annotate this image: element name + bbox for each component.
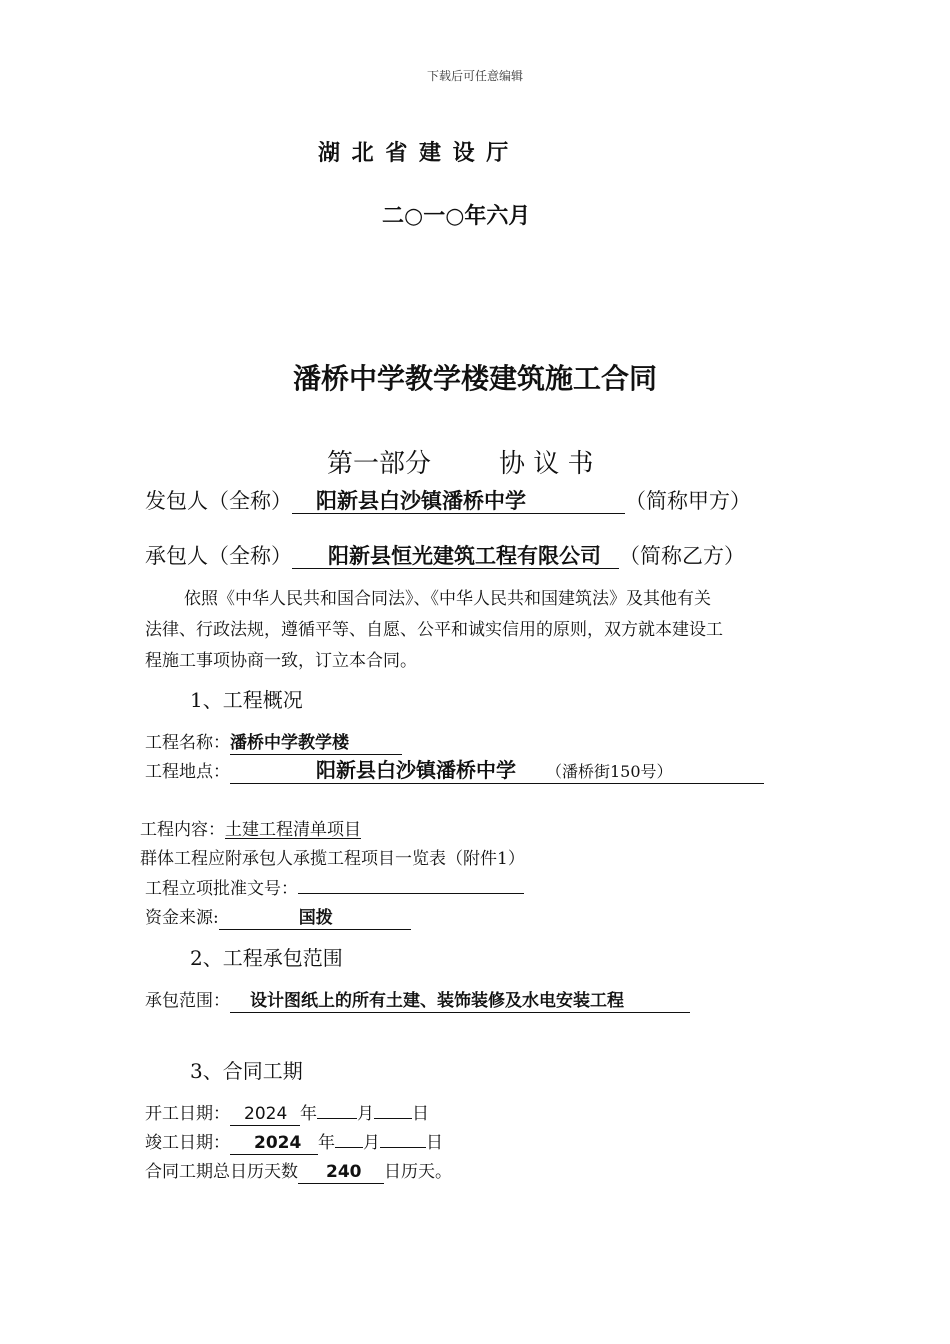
- section2-heading: 2、工程承包范围: [190, 946, 343, 970]
- scope-label: 承包范围：: [145, 991, 230, 1011]
- issuer-name: 湖 北 省 建 设 厅: [318, 140, 511, 166]
- fund-value: 国拨: [219, 909, 411, 930]
- contract-title: 潘桥中学教学楼建筑施工合同: [292, 362, 657, 395]
- finish-month-blank: [335, 1130, 363, 1148]
- header-note: 下载后可任意编辑: [426, 69, 523, 83]
- employer-abbr: （简称甲方）: [625, 489, 751, 513]
- total-days-value: 240: [298, 1163, 384, 1184]
- issue-date: 二○一○年六月: [382, 203, 531, 229]
- total-days-unit: 日历天。: [384, 1162, 452, 1182]
- contractor-row: [145, 540, 745, 570]
- project-name-row: [145, 728, 402, 755]
- project-name-label: 工程名称：: [145, 733, 230, 753]
- project-content-label: 工程内容：: [140, 820, 225, 840]
- fund-row: [145, 903, 411, 930]
- approval-label: 工程立项批准文号：: [145, 879, 298, 899]
- project-site-row: [145, 757, 764, 784]
- start-date-label: 开工日期：: [145, 1104, 230, 1124]
- scope-value: 设计图纸上的所有土建、装饰装修及水电安装工程: [230, 992, 690, 1013]
- project-content-row: [140, 815, 361, 840]
- part-heading: [327, 443, 594, 480]
- contractor-label: 承包人（全称）: [145, 544, 292, 568]
- start-date-row: [145, 1099, 429, 1126]
- project-site-note: （潘桥街150号）: [546, 762, 673, 781]
- project-site-label: 工程地点：: [145, 762, 230, 782]
- fund-label: 资金来源:: [145, 908, 219, 928]
- contractor-abbr: （简称乙方）: [619, 544, 745, 568]
- project-site-value: 阳新县白沙镇潘桥中学: [316, 758, 516, 782]
- finish-year: 2024: [230, 1134, 318, 1155]
- finish-day-blank: [380, 1130, 426, 1148]
- start-day-blank: [374, 1101, 412, 1119]
- part-name: 协 议 书: [499, 449, 594, 479]
- intro-line-3: 程施工事项协商一致，订立本合同。: [145, 651, 417, 671]
- start-year-unit: 年: [300, 1104, 317, 1124]
- contractor-value: 阳新县恒光建筑工程有限公司: [292, 544, 619, 569]
- start-year: 2024: [230, 1105, 300, 1126]
- approval-blank: [298, 876, 524, 894]
- employer-label: 发包人（全称）: [145, 489, 292, 513]
- start-month-blank: [317, 1101, 357, 1119]
- start-month-unit: 月: [357, 1104, 374, 1124]
- intro-line-1: 依照《中华人民共和国合同法》、《中华人民共和国建筑法》及其他有关: [184, 589, 711, 609]
- finish-day-unit: 日: [426, 1133, 443, 1153]
- project-name-value: 潘桥中学教学楼: [230, 734, 402, 755]
- finish-date-label: 竣工日期：: [145, 1133, 230, 1153]
- finish-month-unit: 月: [363, 1133, 380, 1153]
- finish-year-unit: 年: [318, 1133, 335, 1153]
- group-project-note: 群体工程应附承包人承揽工程项目一览表（附件1）: [140, 849, 525, 869]
- project-content-value: 土建工程清单项目: [225, 820, 361, 840]
- section1-heading: 1、工程概况: [190, 688, 303, 712]
- finish-date-row: [145, 1128, 443, 1155]
- scope-row: [145, 986, 690, 1013]
- total-days-label: 合同工期总日历天数: [145, 1162, 298, 1182]
- section3-heading: 3、合同工期: [190, 1059, 303, 1083]
- start-day-unit: 日: [412, 1104, 429, 1124]
- employer-row: [145, 485, 751, 515]
- intro-line-2: 法律、行政法规，遵循平等、自愿、公平和诚实信用的原则，双方就本建设工: [145, 620, 723, 640]
- employer-value: 阳新县白沙镇潘桥中学: [292, 489, 625, 514]
- part-label: 第一部分: [327, 449, 432, 479]
- total-days-row: [145, 1157, 452, 1184]
- approval-row: [145, 874, 524, 899]
